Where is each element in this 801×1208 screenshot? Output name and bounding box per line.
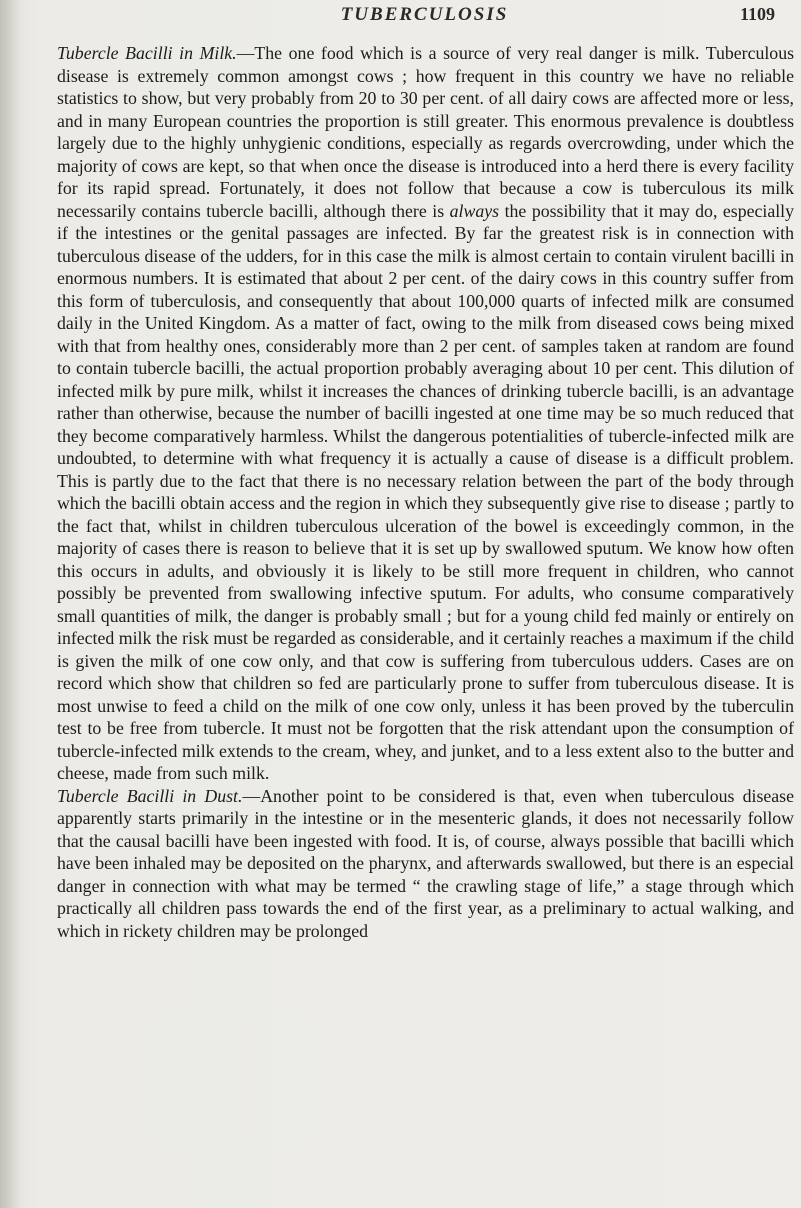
section-heading-milk: Tubercle Bacilli in Milk.	[57, 43, 237, 63]
paragraph-milk	[57, 42, 794, 785]
emphasis-text: always	[449, 200, 500, 221]
section-heading-dust: Tubercle Bacilli in Dust.	[57, 785, 243, 806]
paragraph-text: —Another point to be considered is that, even when tuberculous disease apparently starts primarily in the intestine or in the mesenteric glands, it does not necessarily follow that the causal bacilli have been ingested with food. It is, of course, always possible that bacilli which have been inhaled may be deposited on the pharynx, and afterwards swallowed, but there is an especial danger in connection with what may be termed “ the crawling stage of life,” a stage through which practically all children pass towards the end of the first year, as a preliminary to actual walking, and which in rickety children may be prolonged	[57, 785, 794, 941]
binding-gutter-shadow	[0, 0, 22, 1208]
page-number: 1109	[739, 4, 775, 24]
running-head	[60, 4, 789, 28]
paragraph-text: —The one food which is a source of very real danger is milk. Tuberculous disease is extremely common amongst cows ; how frequent in this country we have no reliable statistics to show, but very probably from 20 to 30 per cent. of all dairy cows are affected more or less, and in many European countries the proportion is still greater. This enormous prevalence is doubtless largely due to the highly unhygienic conditions, especially as regards overcrowding, under which the majority of cows are kept, so that when once the disease is introduced into a herd there is every facility for its rapid spread. Fortunately, it does not follow that because a cow is tuberculous its milk necessarily contains tubercle bacilli, although there is	[57, 43, 794, 221]
paragraph-text: the possibility that it may do, especially if the intestines or the genital passages are infected. By far the greatest risk is in connection with tuberculous disease of the udders, for in this case the milk is almost certain to contain virulent bacilli in enormous numbers. It is estimated that about 2 per cent. of the dairy cows in this country suffer from this form of tuberculosis, and consequently that about 100,000 quarts of infected milk are consumed daily in the United Kingdom. As a matter of fact, owing to the milk from diseased cows being mixed with that from healthy ones, considerably more than 2 per cent. of samples taken at random are found to contain tubercle bacilli, the actual proportion probably averaging about 10 per cent. This dilution of infected milk by pure milk, whilst it increases the chances of drinking tubercle bacilli, is an advantage rather than otherwise, because the number of bacilli ingested at one time may be so much reduced that they become comparatively harmless. Whilst the dangerous potentialities of tubercle-infected milk are undoubted, to determine with what frequency it is actually a cause of disease is a difficult problem. This is partly due to the fact that there is no necessary relation between the part of the body through which the bacilli obtain access and the region in which they subsequently give rise to disease ; partly to the fact that, whilst in children tuberculous ulceration of the bowel is exceedingly common, in the majority of cases there is reason to believe that it is set up by swallowed sputum. We know how often this occurs in adults, and obviously it is likely to be still more frequent in children, who cannot possibly be prevented from swallowing infective sputum. For adults, who consume comparatively small quantities of milk, the danger is probably small ; but for a young child fed mainly or entirely on infected milk the risk must be regarded as considerable, and it certainly reaches a maximum if the child is given the milk of one cow only, and that cow is suffering from tuberculous udders. Cases are on record which show that children so fed are particularly prone to suffer from tuberculous disease. It is most unwise to feed a child on the milk of one cow only, unless it has been proved by the tuberculin test to be free from tubercle. It must not be forgotten that the risk attendant upon the consumption of tubercle-infected milk extends to the cream, whey, and junket, and to a less extent also to the butter and cheese, made from such milk.	[57, 200, 794, 783]
paragraph-dust	[57, 785, 794, 943]
body-text	[57, 42, 794, 942]
running-title: TUBERCULOSIS	[340, 4, 509, 25]
